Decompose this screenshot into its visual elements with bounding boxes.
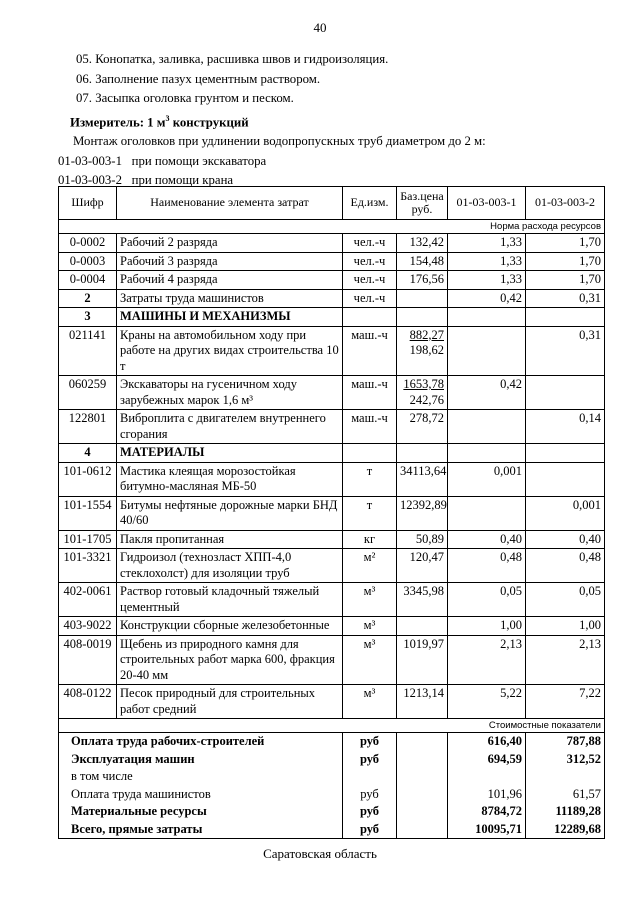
row-v1 [448,496,526,530]
table-row [59,583,605,617]
header-price: Баз.цена руб. [397,187,448,220]
resource-table [58,186,605,839]
cost-label-cell: в том числе [59,768,343,786]
table-row [59,326,605,376]
cost-unit: руб [343,786,397,804]
table-row [59,549,605,583]
row-price [397,617,448,636]
row-v2 [526,462,605,496]
table-row [59,685,605,719]
row-v2: 0,05 [526,583,605,617]
row-code: 0-0002 [59,234,117,253]
cost-price [397,751,448,769]
row-price [397,410,448,444]
page-number: 40 [313,20,327,35]
row-unit: чел.-ч [343,252,397,271]
row-name: Мастика клеящая морозостойкая битумно-масляная МБ-50 [117,462,343,496]
code-line: 01-03-003-1 при помощи экскаватора [58,153,267,168]
intro-line: 07. Засыпка оголовка грунтом и песком. [76,91,294,105]
row-v2: 2,13 [526,635,605,685]
row-price: 176,56 [397,271,448,290]
cost-row [59,821,605,839]
table-row [59,289,605,308]
row-name: Щебень из природного камня для строительных работ марка 600, фракция 20-40 мм [117,635,343,685]
row-v2: 1,70 [526,271,605,290]
row-v2: 7,22 [526,685,605,719]
table-row [59,462,605,496]
section-code: 4 [59,444,117,463]
header-name: Наименование элемента затрат [117,187,343,220]
row-unit: м³ [343,685,397,719]
row-v2: 0,40 [526,530,605,549]
table-row [59,635,605,685]
cost-row [59,786,605,804]
section-title: МАТЕРИАЛЫ [117,444,343,463]
row-price: 154,48 [397,252,448,271]
row-unit: м³ [343,583,397,617]
row-name: Краны на автомобильном ходу при работе на других видах строительства 10 т [117,326,343,376]
row-v1: 2,13 [448,635,526,685]
cost-label-row [59,719,605,733]
row-name: Конструкции сборные железобетонные [117,617,343,636]
row-code: 021141 [59,326,117,376]
cost-v1 [448,768,526,786]
cost-unit [343,768,397,786]
price-top: 1653,78 [403,377,444,391]
row-name: Раствор готовый кладочный тяжелый цементный [117,583,343,617]
cost-label-cell: Эксплуатация машин [59,751,343,769]
measure-line: Измеритель: 1 $м^3$ конструкций [70,113,249,129]
cost-v1: 10095,71 [448,821,526,839]
row-name: Затраты труда машинистов [117,289,343,308]
row-price: 34113,64 [397,462,448,496]
table-row [59,410,605,444]
cost-label: Стоимостные показатели [59,719,605,733]
row-price: 1213,14 [397,685,448,719]
row-v2: 0,001 [526,496,605,530]
row-price [397,376,448,410]
row-v2: 0,14 [526,410,605,444]
row-v1: 0,05 [448,583,526,617]
row-code: 0-0004 [59,271,117,290]
cost-v2: 11189,28 [526,803,605,821]
row-v2: 1,00 [526,617,605,636]
row-v1: 0,48 [448,549,526,583]
header-code: Шифр [59,187,117,220]
cost-unit: руб [343,803,397,821]
table-row [59,252,605,271]
row-unit: маш.-ч [343,326,397,376]
row-unit: т [343,496,397,530]
row-code: 2 [59,289,117,308]
norm-row [59,220,605,234]
footer-region: Саратовская область [263,846,377,861]
cost-v1: 101,96 [448,786,526,804]
cost-price [397,821,448,839]
description-line: Монтаж оголовков при удлинении водопропускных труб диаметром до 2 м: [73,134,486,149]
row-unit: м³ [343,617,397,636]
cost-label-cell: Оплата труда машинистов [59,786,343,804]
table-row [59,271,605,290]
row-code: 101-1705 [59,530,117,549]
section-code: 3 [59,308,117,327]
cost-row [59,751,605,769]
cost-v2: 61,57 [526,786,605,804]
row-unit: м³ [343,635,397,685]
cost-price [397,733,448,751]
header-col2: 01-03-003-2 [526,187,605,220]
row-price: 1019,97 [397,635,448,685]
cost-label-cell: Всего, прямые затраты [59,821,343,839]
row-unit: маш.-ч [343,410,397,444]
section-row [59,308,605,327]
row-v2: 0,31 [526,326,605,376]
norm-label: Норма расхода ресурсов [59,220,605,234]
section-row [59,444,605,463]
row-v1: 1,00 [448,617,526,636]
table-header-row [59,187,605,220]
row-price: 3345,98 [397,583,448,617]
table-row [59,530,605,549]
cost-v2: 12289,68 [526,821,605,839]
row-code: 122801 [59,410,117,444]
row-code: 101-1554 [59,496,117,530]
row-unit: т [343,462,397,496]
row-name: Гидроизол (технозласт ХПП-4,0 стеклохолст) для изоляции труб [117,549,343,583]
cost-row [59,768,605,786]
table-row [59,234,605,253]
price-bottom: 242,76 [409,392,444,407]
row-unit: кг [343,530,397,549]
row-v1: 0,40 [448,530,526,549]
cost-v2: 787,88 [526,733,605,751]
row-code: 403-9022 [59,617,117,636]
row-unit: маш.-ч [343,376,397,410]
intro-line: 06. Заполнение пазух цементным раствором. [76,71,321,86]
row-price: 132,42 [397,234,448,253]
cost-v2 [526,768,605,786]
cost-price [397,768,448,786]
row-v2: 0,31 [526,289,605,308]
table-row [59,617,605,636]
row-price: 12392,89 [397,496,448,530]
row-name: Рабочий 4 разряда [117,271,343,290]
row-price: 50,89 [397,530,448,549]
row-price: 120,47 [397,549,448,583]
cost-v2: 312,52 [526,751,605,769]
row-unit: чел.-ч [343,234,397,253]
row-name: Битумы нефтяные дорожные марки БНД 40/60 [117,496,343,530]
row-v2 [526,376,605,410]
row-unit: чел.-ч [343,271,397,290]
header-unit: Ед.изм. [343,187,397,220]
cost-label-cell: Оплата труда рабочих-строителей [59,733,343,751]
cost-unit: руб [343,751,397,769]
row-v1: 0,42 [448,289,526,308]
row-name: Рабочий 2 разряда [117,234,343,253]
row-v1: 1,33 [448,252,526,271]
cost-v1: 616,40 [448,733,526,751]
row-name: Виброплита с двигателем внутреннего сгорания [117,410,343,444]
row-price [397,289,448,308]
row-v2: 1,70 [526,252,605,271]
table-row [59,496,605,530]
row-price [397,326,448,376]
row-v1: 1,33 [448,234,526,253]
cost-price [397,786,448,804]
price-top: 882,27 [409,327,444,342]
section-title: МАШИНЫ И МЕХАНИЗМЫ [117,308,343,327]
row-code: 101-3321 [59,549,117,583]
cost-unit: руб [343,733,397,751]
code-line: 01-03-003-2 при помощи крана [58,173,234,188]
row-name: Пакля пропитанная [117,530,343,549]
table-row [59,376,605,410]
row-code: 060259 [59,376,117,410]
row-unit: м² [343,549,397,583]
row-code: 408-0019 [59,635,117,685]
price-top: 278,72 [409,411,444,425]
intro-block [58,50,618,191]
row-v1: 0,001 [448,462,526,496]
row-v1: 0,42 [448,376,526,410]
cost-label-cell: Материальные ресурсы [59,803,343,821]
intro-line: 05. Конопатка, заливка, расшивка швов и гидроизоляция. [76,52,389,66]
cost-row [59,733,605,751]
row-name: Песок природный для строительных работ средний [117,685,343,719]
row-v1: 5,22 [448,685,526,719]
row-name: Экскаваторы на гусеничном ходу зарубежных марок 1,6 м³ [117,376,343,410]
cost-unit: руб [343,821,397,839]
row-code: 402-0061 [59,583,117,617]
cost-v1: 8784,72 [448,803,526,821]
row-v2: 0,48 [526,549,605,583]
row-v1 [448,326,526,376]
row-code: 0-0003 [59,252,117,271]
row-code: 101-0612 [59,462,117,496]
row-unit: чел.-ч [343,289,397,308]
row-code: 408-0122 [59,685,117,719]
cost-row [59,803,605,821]
price-bottom: 198,62 [409,343,444,357]
row-v1: 1,33 [448,271,526,290]
row-v2: 1,70 [526,234,605,253]
row-v1 [448,410,526,444]
cost-v1: 694,59 [448,751,526,769]
cost-price [397,803,448,821]
row-name: Рабочий 3 разряда [117,252,343,271]
header-col1: 01-03-003-1 [448,187,526,220]
